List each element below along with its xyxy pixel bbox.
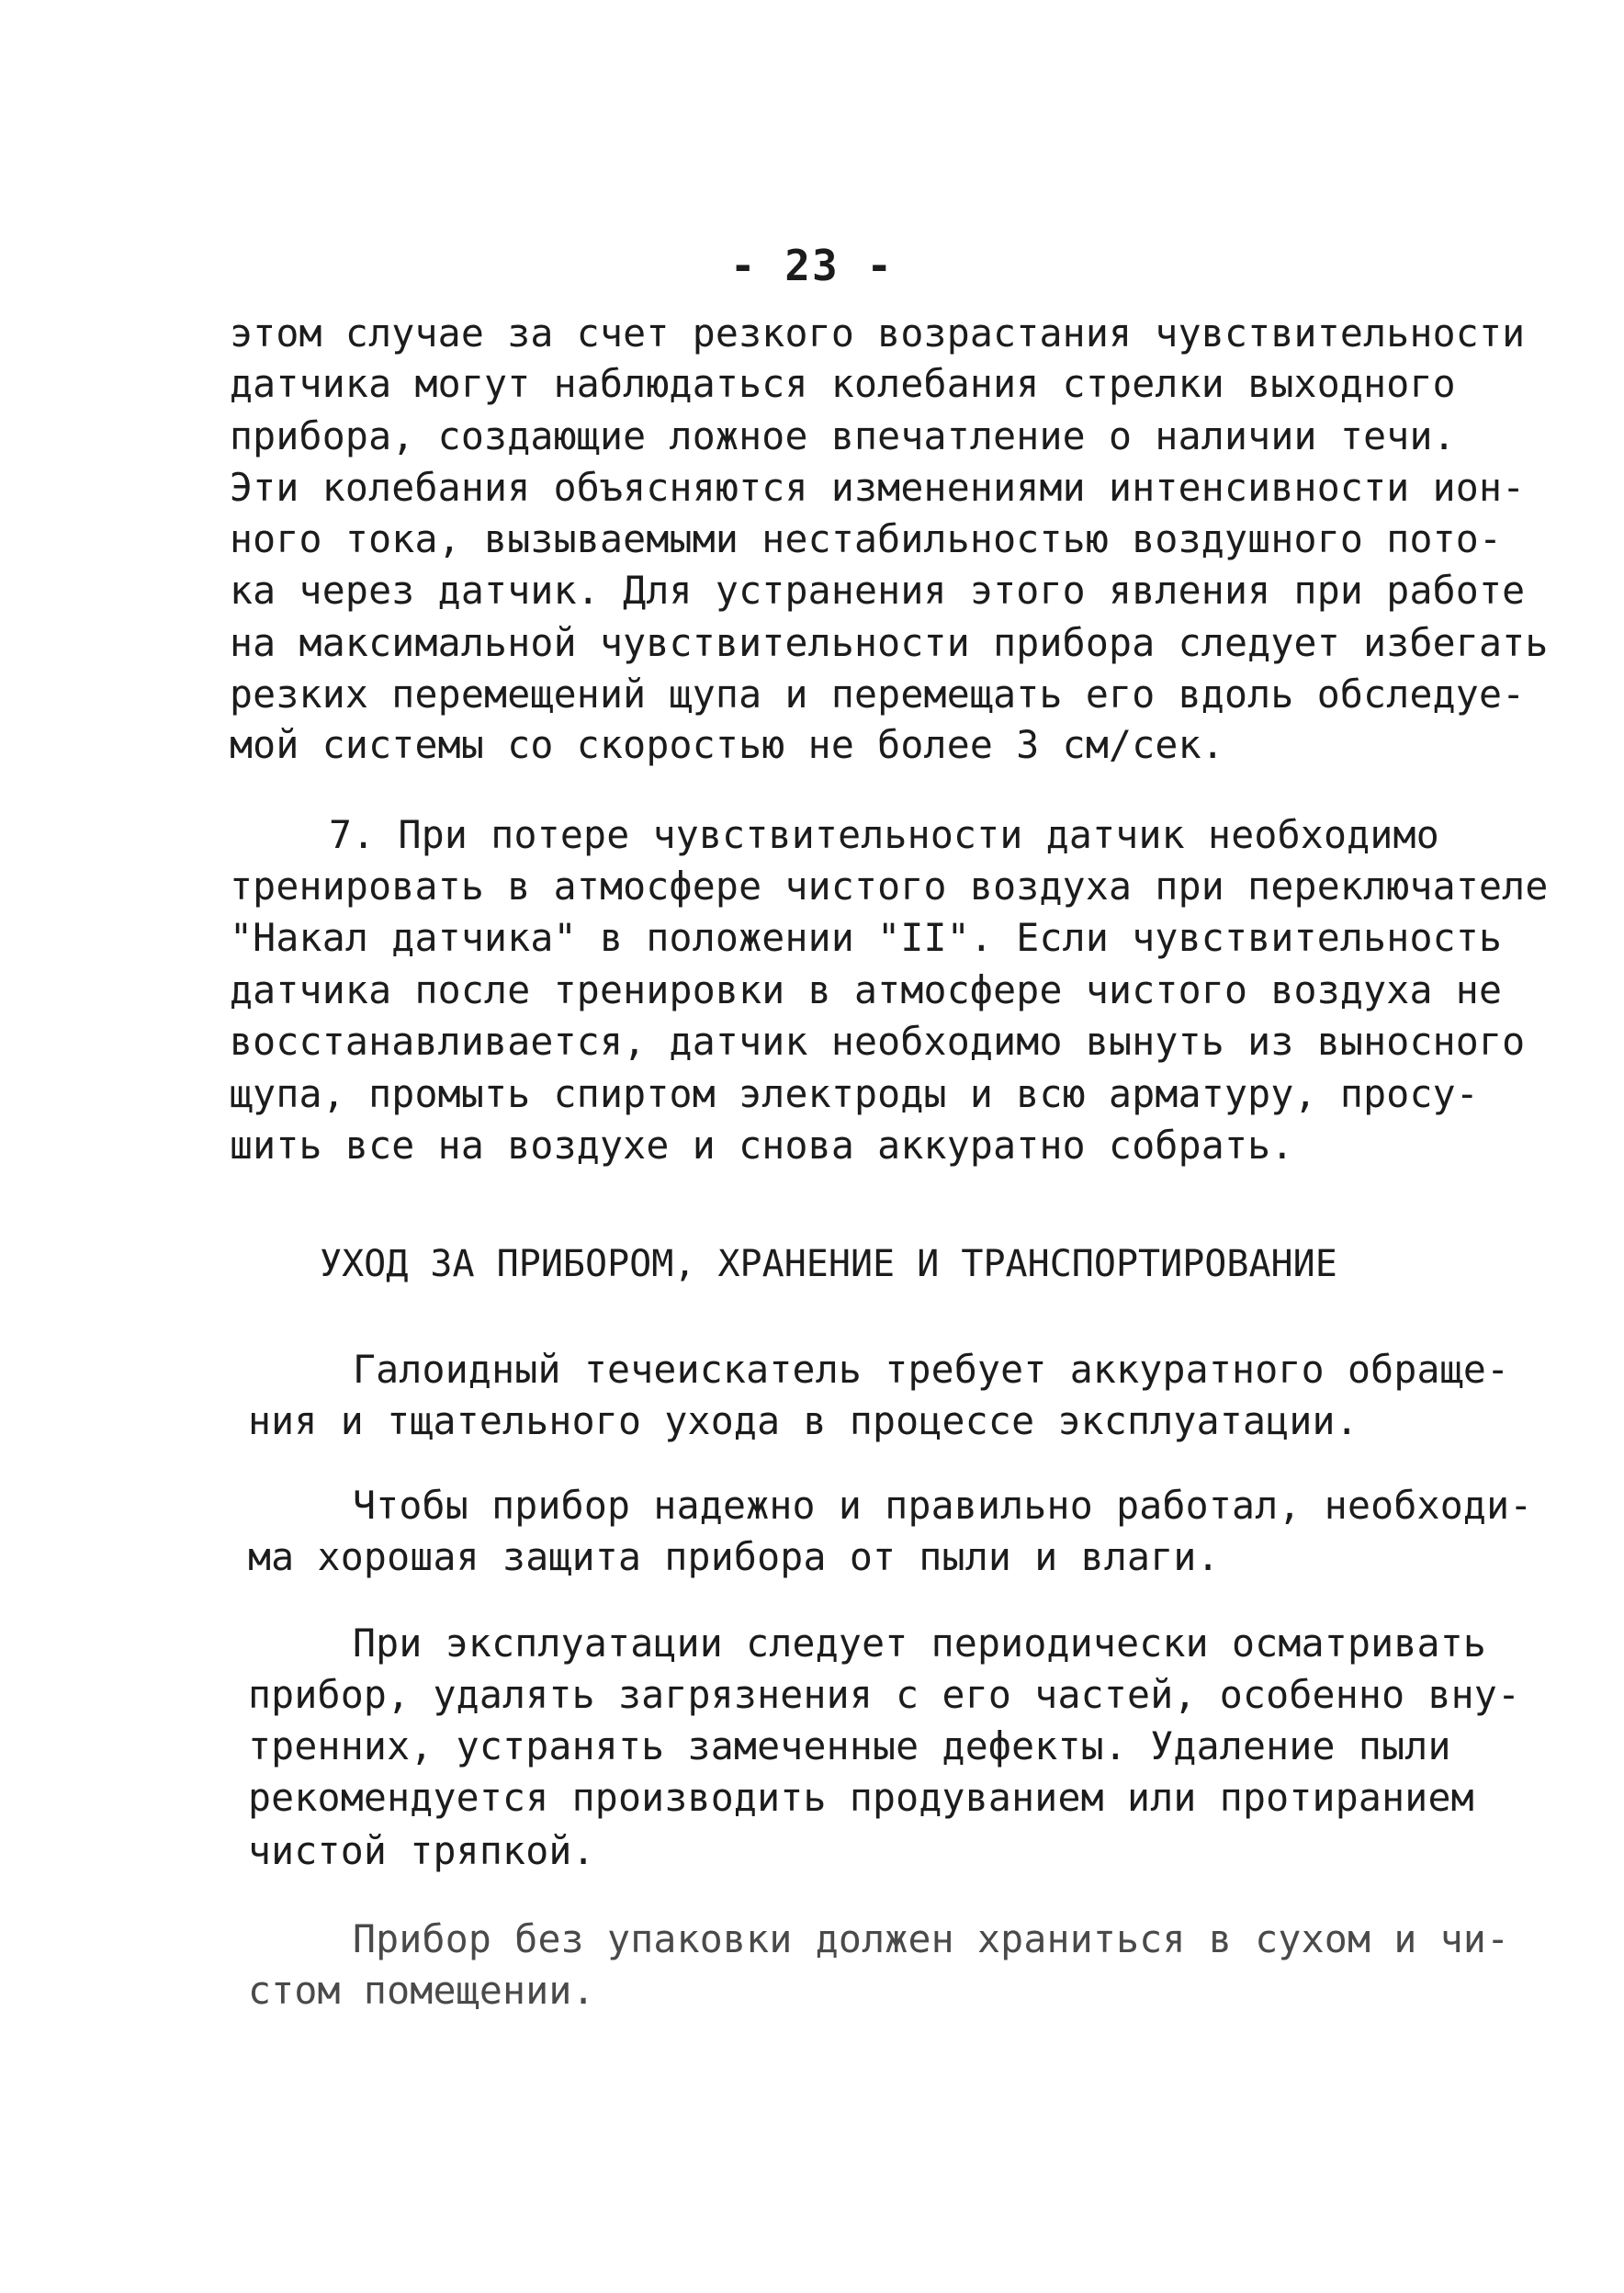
text-line: тренних, устранять замеченные дефекты. Удаление пыли — [248, 1723, 1451, 1768]
text-line: щупа, промыть спиртом электроды и всю арматуру, просу- — [230, 1071, 1479, 1116]
text-line: чистой тряпкой. — [248, 1828, 595, 1873]
section-heading: УХОД ЗА ПРИБОРОМ, ХРАНЕНИЕ И ТРАНСПОРТИРОВАНИЕ — [320, 1243, 1337, 1285]
text-line: Эти колебания объясняются изменениями интенсивности ион- — [230, 465, 1526, 510]
text-line: рекомендуется производить продуванием или протиранием — [248, 1775, 1474, 1820]
text-line: датчика после тренировки в атмосфере чистого воздуха не — [230, 967, 1503, 1012]
text-line: ка через датчик. Для устранения этого явления при работе — [230, 568, 1526, 613]
text-line: датчика могут наблюдаться колебания стрелки выходного — [230, 361, 1456, 406]
text-line: Прибор без упаковки должен храниться в сухом и чи- — [353, 1916, 1510, 1961]
text-line: "Накал датчика" в положении "II". Если чувствительность — [230, 915, 1503, 960]
text-line: на максимальной чувствительности прибора следует избегать — [230, 620, 1549, 665]
text-line: Галоидный течеискатель требует аккуратного обраще- — [353, 1347, 1510, 1392]
text-line: ного тока, вызываемыми нестабильностью воздушного пото- — [230, 516, 1503, 561]
text-line: 7. При потере чувствительности датчик необходимо — [329, 812, 1439, 857]
text-line: ния и тщательного ухода в процессе эксплуатации. — [248, 1398, 1359, 1443]
page-number: - 23 - — [729, 241, 895, 290]
text-line: прибора, создающие ложное впечатление о наличии течи. — [230, 413, 1456, 458]
text-line: мой системы со скоростью не более 3 см/сек. — [230, 722, 1224, 767]
text-line: резких перемещений щупа и перемещать его вдоль обследуе- — [230, 672, 1526, 717]
text-line: тренировать в атмосфере чистого воздуха при переключателе — [230, 864, 1549, 909]
text-line: стом помещении. — [248, 1968, 595, 2013]
text-line: шить все на воздухе и снова аккуратно собрать. — [230, 1123, 1294, 1168]
text-line: прибор, удалять загрязнения с его частей, особенно вну- — [248, 1672, 1521, 1717]
text-line: ма хорошая защита прибора от пыли и влаги. — [248, 1534, 1220, 1579]
text-line: При эксплуатации следует периодически осматривать — [353, 1621, 1487, 1666]
text-line: восстанавливается, датчик необходимо вынуть из выносного — [230, 1019, 1526, 1064]
text-line: Чтобы прибор надежно и правильно работал, необходи- — [353, 1483, 1533, 1528]
text-line: этом случае за счет резкого возрастания чувствительности — [230, 311, 1526, 356]
